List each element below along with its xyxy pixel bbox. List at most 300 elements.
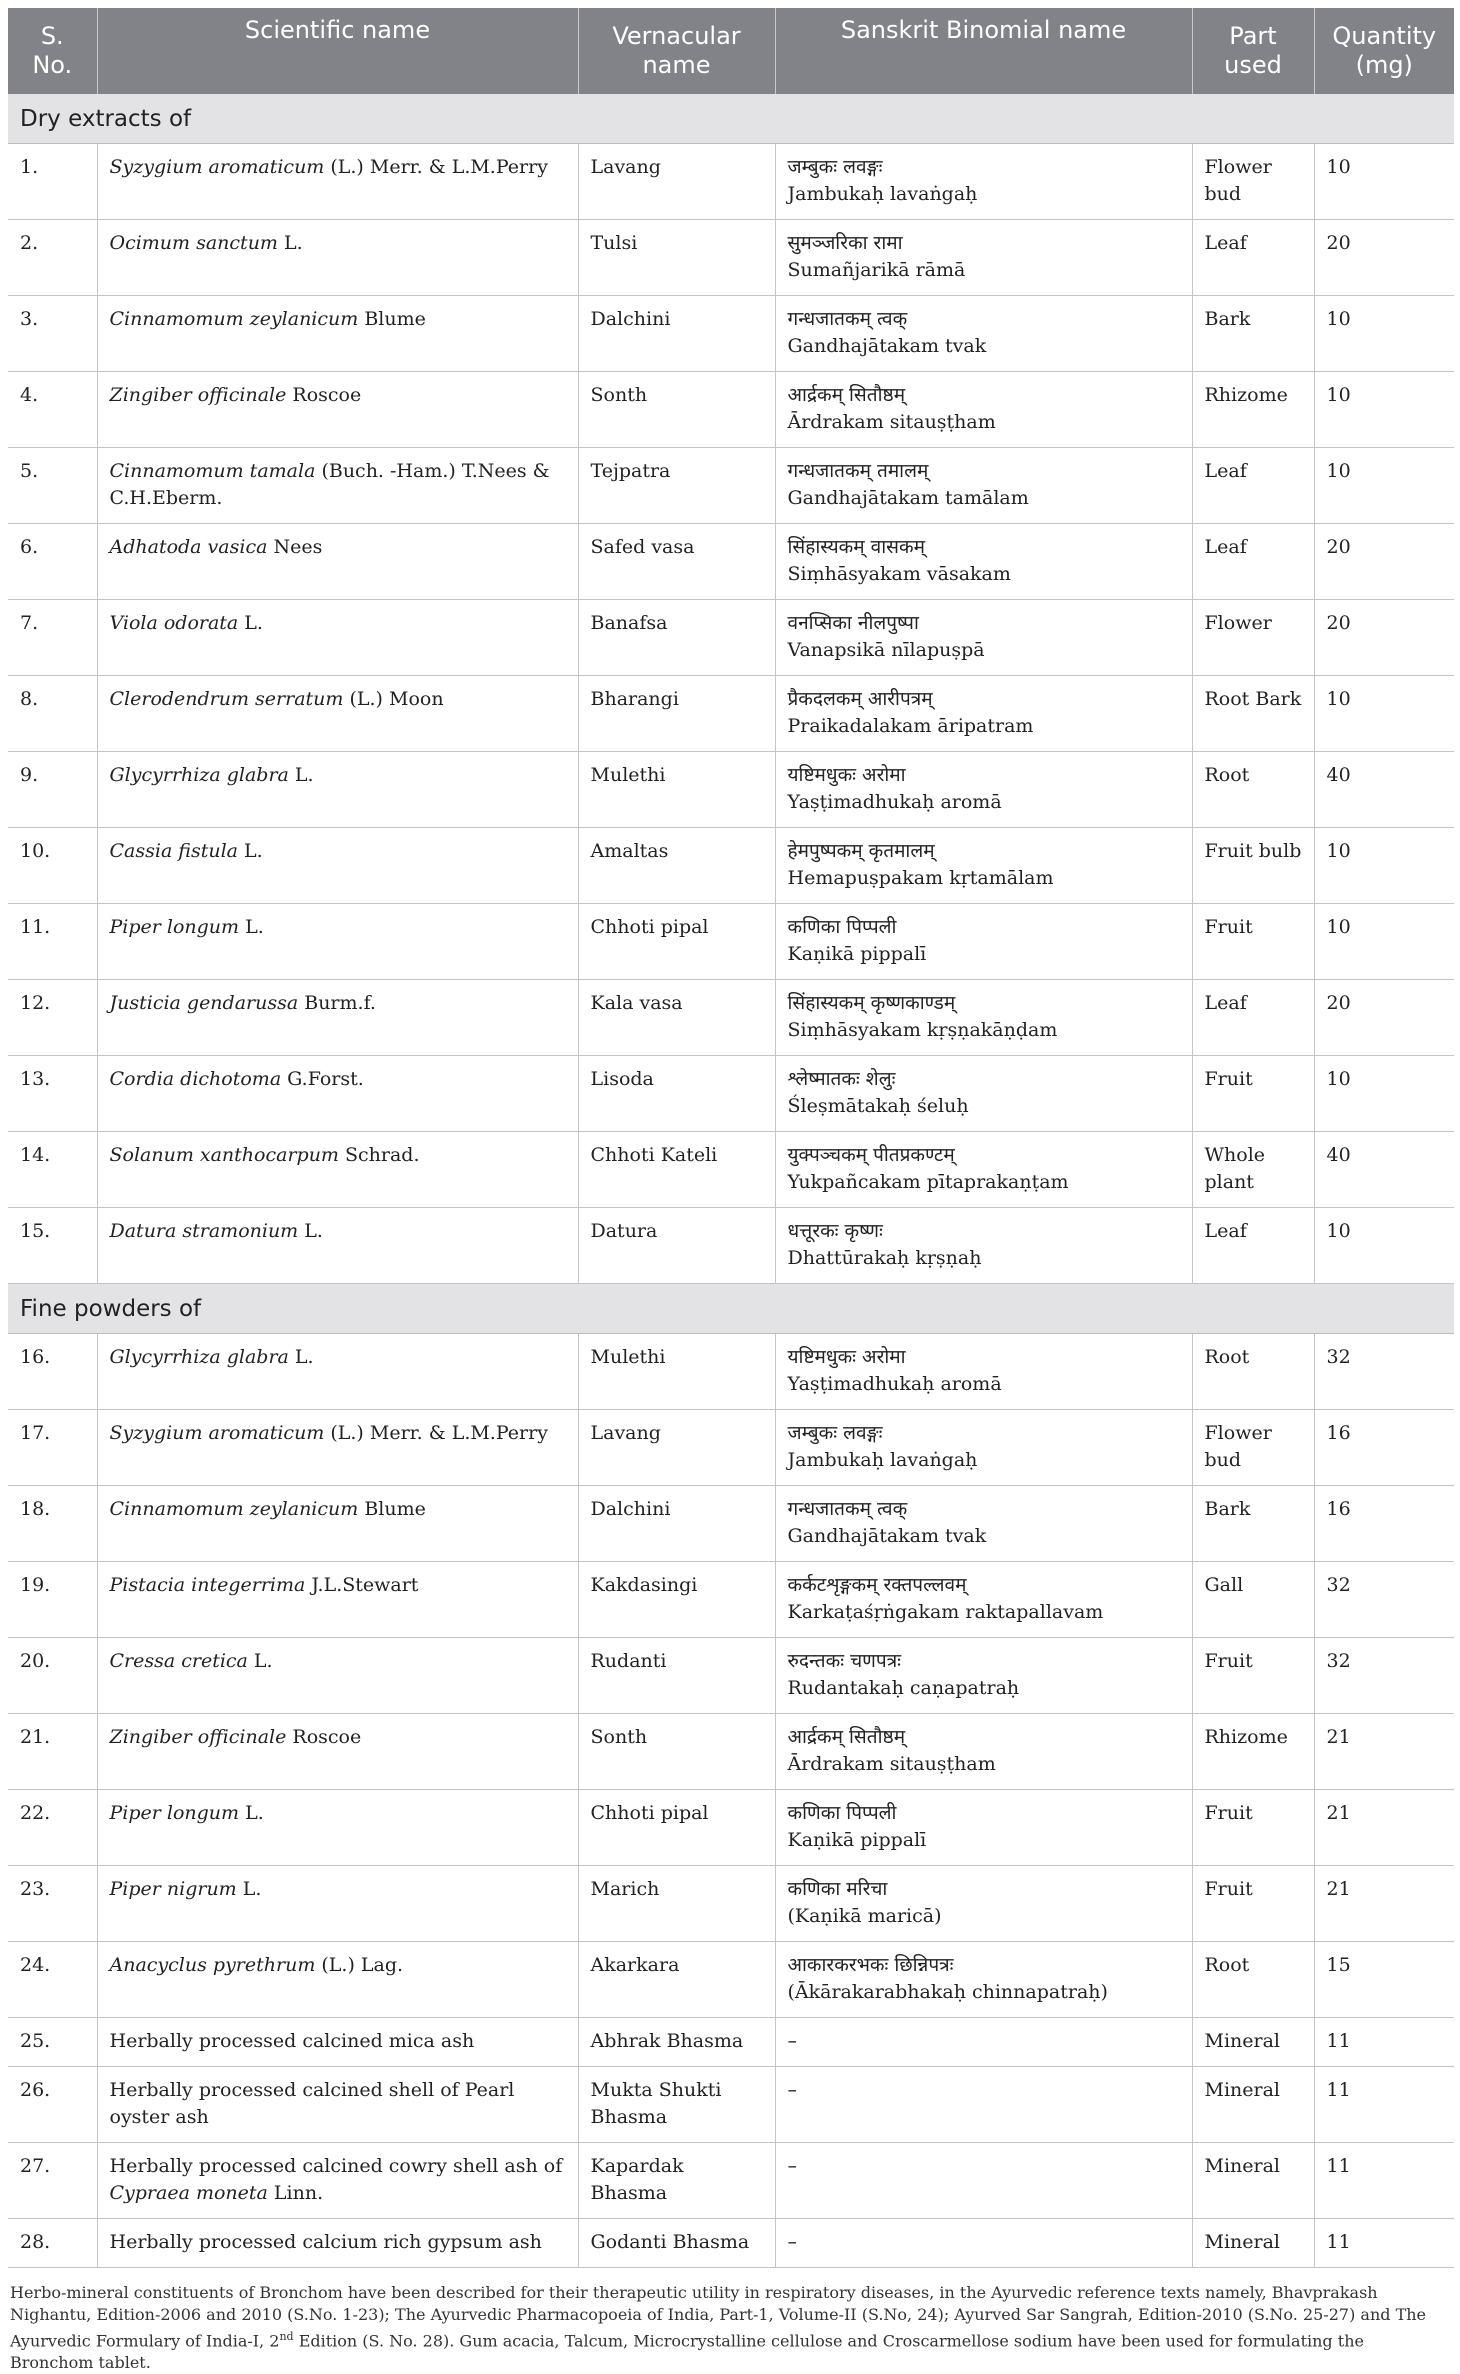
serial-number: 12.: [20, 992, 51, 1014]
table-row: [8, 2143, 1454, 2219]
sanskrit-devanagari: युक्पञ्चकम् पीतप्रकण्टम्: [787, 1144, 955, 1166]
sanskrit-transliteration: Kaṇikā pippalī: [787, 1829, 927, 1851]
part-used: Root: [1204, 1954, 1250, 1976]
cell-sno: [8, 828, 97, 904]
cell-part-used: [1192, 904, 1314, 980]
vernacular-name: Tejpatra: [590, 460, 671, 482]
vernacular-name: Dalchini: [590, 1498, 671, 1520]
cell-sno: [8, 600, 97, 676]
cell-quantity: [1314, 1562, 1454, 1638]
authority-or-description: L.: [238, 840, 263, 862]
cell-sanskrit-name: [775, 1638, 1192, 1714]
cell-quantity: [1314, 1866, 1454, 1942]
sanskrit-devanagari: यष्टिमधुकः अरोमा: [787, 1346, 906, 1368]
cell-scientific-name: [97, 296, 578, 372]
cell-quantity: [1314, 828, 1454, 904]
cell-quantity: [1314, 1208, 1454, 1284]
vernacular-name: Abhrak Bhasma: [590, 2030, 744, 2052]
cell-vernacular-name: [578, 2143, 775, 2219]
cell-part-used: [1192, 600, 1314, 676]
species-name: Cordia dichotoma: [109, 1068, 282, 1090]
part-used: Whole plant: [1204, 1144, 1266, 1193]
sanskrit-devanagari: गन्धजातकम् त्वक्: [787, 1498, 908, 1520]
vernacular-name: Chhoti pipal: [590, 1802, 709, 1824]
part-used: Bark: [1204, 308, 1251, 330]
sanskrit-devanagari: –: [787, 2231, 797, 2253]
authority-or-description: Herbally processed calcined cowry shell ash of: [109, 2155, 563, 2177]
serial-number: 1.: [20, 156, 39, 178]
vernacular-name: Kala vasa: [590, 992, 683, 1014]
sanskrit-transliteration: Jambukaḥ lavaṅgaḥ: [787, 1449, 978, 1471]
quantity-mg: 10: [1326, 916, 1351, 938]
vernacular-name: Kakdasingi: [590, 1574, 698, 1596]
serial-number: 19.: [20, 1574, 51, 1596]
vernacular-name: Datura: [590, 1220, 658, 1242]
serial-number: 4.: [20, 384, 39, 406]
species-name: Solanum xanthocarpum: [109, 1144, 339, 1166]
part-used: Leaf: [1204, 460, 1247, 482]
cell-sanskrit-name: [775, 904, 1192, 980]
authority-or-description: Blume: [358, 1498, 426, 1520]
cell-sanskrit-name: [775, 2143, 1192, 2219]
table-row: [8, 1486, 1454, 1562]
quantity-mg: 11: [1326, 2030, 1351, 2052]
serial-number: 9.: [20, 764, 39, 786]
cell-sanskrit-name: [775, 144, 1192, 220]
authority-or-description: J.L.Stewart: [305, 1574, 419, 1596]
cell-scientific-name: [97, 1132, 578, 1208]
cell-vernacular-name: [578, 1056, 775, 1132]
part-used: Rhizome: [1204, 384, 1288, 406]
cell-sno: [8, 980, 97, 1056]
vernacular-name: Lavang: [590, 1422, 661, 1444]
cell-quantity: [1314, 144, 1454, 220]
cell-vernacular-name: [578, 1486, 775, 1562]
serial-number: 16.: [20, 1346, 51, 1368]
sanskrit-devanagari: कणिका पिप्पली: [787, 916, 897, 938]
cell-scientific-name: [97, 2143, 578, 2219]
table-row: [8, 1866, 1454, 1942]
part-used: Flower: [1204, 612, 1272, 634]
cell-sno: [8, 1562, 97, 1638]
part-used: Bark: [1204, 1498, 1251, 1520]
serial-number: 27.: [20, 2155, 51, 2177]
quantity-mg: 11: [1326, 2079, 1351, 2101]
species-name: Piper longum: [109, 1802, 240, 1824]
species-name: Clerodendrum serratum: [109, 688, 344, 710]
table-row: [8, 372, 1454, 448]
cell-quantity: [1314, 296, 1454, 372]
cell-vernacular-name: [578, 144, 775, 220]
cell-vernacular-name: [578, 1334, 775, 1410]
table-row: [8, 828, 1454, 904]
cell-sanskrit-name: [775, 1056, 1192, 1132]
part-used: Mineral: [1204, 2079, 1280, 2101]
serial-number: 24.: [20, 1954, 51, 1976]
sanskrit-transliteration: Gandhajātakam tvak: [787, 335, 987, 357]
table-body: [8, 94, 1454, 2268]
serial-number: 7.: [20, 612, 39, 634]
cell-part-used: [1192, 2143, 1314, 2219]
authority-or-description: (L.) Moon: [343, 688, 444, 710]
quantity-mg: 16: [1326, 1422, 1351, 1444]
cell-quantity: [1314, 1334, 1454, 1410]
sanskrit-devanagari: जम्बुकः लवङ्गः: [787, 1422, 883, 1444]
cell-quantity: [1314, 524, 1454, 600]
table-row: [8, 1132, 1454, 1208]
cell-sanskrit-name: [775, 2219, 1192, 2268]
vernacular-name: Sonth: [590, 1726, 648, 1748]
cell-vernacular-name: [578, 828, 775, 904]
cell-sno: [8, 448, 97, 524]
cell-vernacular-name: [578, 1132, 775, 1208]
cell-sanskrit-name: [775, 1132, 1192, 1208]
quantity-mg: 40: [1326, 1144, 1351, 1166]
header-part-used: Part used: [1192, 8, 1314, 94]
species-name: Piper longum: [109, 916, 240, 938]
sanskrit-transliteration: Hemapuṣpakam kṛtamālam: [787, 867, 1054, 889]
sanskrit-transliteration: Yaṣṭimadhukaḥ aromā: [787, 1373, 1002, 1395]
vernacular-name: Lisoda: [590, 1068, 654, 1090]
quantity-mg: 20: [1326, 232, 1351, 254]
part-used: Gall: [1204, 1574, 1244, 1596]
cell-part-used: [1192, 676, 1314, 752]
cell-part-used: [1192, 1132, 1314, 1208]
table-row: [8, 2067, 1454, 2143]
quantity-mg: 15: [1326, 1954, 1351, 1976]
cell-quantity: [1314, 448, 1454, 524]
quantity-mg: 32: [1326, 1574, 1351, 1596]
cell-vernacular-name: [578, 372, 775, 448]
vernacular-name: Mulethi: [590, 764, 666, 786]
sanskrit-devanagari: प्रैकदलकम् आरीपत्रम्: [787, 688, 933, 710]
quantity-mg: 20: [1326, 992, 1351, 1014]
authority-or-description: L.: [277, 232, 303, 254]
vernacular-name: Rudanti: [590, 1650, 667, 1672]
sanskrit-devanagari: आर्द्रकम् सितौष्ठम्: [787, 384, 906, 406]
part-used: Fruit: [1204, 1802, 1253, 1824]
authority: Linn.: [267, 2182, 324, 2204]
serial-number: 3.: [20, 308, 39, 330]
cell-scientific-name: [97, 2219, 578, 2268]
sanskrit-transliteration: Dhattūrakaḥ kṛṣṇaḥ: [787, 1247, 982, 1269]
cell-quantity: [1314, 1790, 1454, 1866]
sanskrit-transliteration: Śleṣmātakaḥ śeluḥ: [787, 1095, 969, 1117]
sanskrit-devanagari: –: [787, 2030, 797, 2052]
sanskrit-transliteration: Jambukaḥ lavaṅgaḥ: [787, 183, 978, 205]
part-used: Rhizome: [1204, 1726, 1288, 1748]
serial-number: 14.: [20, 1144, 51, 1166]
cell-vernacular-name: [578, 1562, 775, 1638]
authority-or-description: L.: [236, 1878, 262, 1900]
cell-quantity: [1314, 2219, 1454, 2268]
cell-vernacular-name: [578, 752, 775, 828]
cell-scientific-name: [97, 980, 578, 1056]
vernacular-name: Marich: [590, 1878, 660, 1900]
quantity-mg: 21: [1326, 1802, 1351, 1824]
sanskrit-transliteration: Yukpañcakam pītaprakaṇṭam: [787, 1171, 1069, 1193]
cell-quantity: [1314, 2143, 1454, 2219]
cell-sno: [8, 1208, 97, 1284]
cell-quantity: [1314, 676, 1454, 752]
species-name: Adhatoda vasica: [109, 536, 268, 558]
part-used: Leaf: [1204, 536, 1247, 558]
part-used: Fruit: [1204, 1878, 1253, 1900]
cell-sno: [8, 1942, 97, 2018]
quantity-mg: 32: [1326, 1346, 1351, 1368]
header-vernacular-name: Vernacular name: [578, 8, 775, 94]
sanskrit-transliteration: Gandhajātakam tamālam: [787, 487, 1029, 509]
table-row: [8, 1790, 1454, 1866]
authority-or-description: Herbally processed calcined mica ash: [109, 2030, 475, 2052]
cell-scientific-name: [97, 448, 578, 524]
table-row: [8, 1056, 1454, 1132]
cell-vernacular-name: [578, 1790, 775, 1866]
sanskrit-transliteration: Gandhajātakam tvak: [787, 1525, 987, 1547]
serial-number: 13.: [20, 1068, 51, 1090]
cell-sanskrit-name: [775, 372, 1192, 448]
part-used: Root Bark: [1204, 688, 1302, 710]
cell-scientific-name: [97, 600, 578, 676]
serial-number: 20.: [20, 1650, 51, 1672]
cell-part-used: [1192, 296, 1314, 372]
cell-quantity: [1314, 372, 1454, 448]
authority-or-description: L.: [288, 1346, 314, 1368]
cell-sanskrit-name: [775, 1942, 1192, 2018]
part-used: Leaf: [1204, 232, 1247, 254]
sanskrit-transliteration: (Ākārakarabhakaḥ chinnapatraḥ): [787, 1981, 1108, 2003]
cell-quantity: [1314, 2018, 1454, 2067]
cell-part-used: [1192, 1486, 1314, 1562]
cell-part-used: [1192, 524, 1314, 600]
cell-part-used: [1192, 144, 1314, 220]
cell-sanskrit-name: [775, 676, 1192, 752]
authority-or-description: (Buch. -Ham.) T.Nees & C.H.Eberm.: [109, 460, 550, 509]
cell-scientific-name: [97, 1486, 578, 1562]
cell-scientific-name: [97, 1714, 578, 1790]
sanskrit-devanagari: हेमपुष्पकम् कृतमालम्: [787, 840, 935, 862]
sanskrit-devanagari: सुमञ्जरिका रामा: [787, 232, 903, 254]
cell-quantity: [1314, 2067, 1454, 2143]
species-name: Datura stramonium: [109, 1220, 299, 1242]
vernacular-name: Bharangi: [590, 688, 679, 710]
cell-sanskrit-name: [775, 752, 1192, 828]
sanskrit-transliteration: Karkaṭaśṛṅgakam raktapallavam: [787, 1601, 1104, 1623]
cell-vernacular-name: [578, 1714, 775, 1790]
vernacular-name: Banafsa: [590, 612, 668, 634]
serial-number: 15.: [20, 1220, 51, 1242]
species-name: Anacyclus pyrethrum: [109, 1954, 316, 1976]
authority-or-description: Burm.f.: [298, 992, 376, 1014]
cell-scientific-name: [97, 828, 578, 904]
cell-part-used: [1192, 1056, 1314, 1132]
sanskrit-transliteration: Siṃhāsyakam kṛṣṇakāṇḍam: [787, 1019, 1058, 1041]
cell-part-used: [1192, 448, 1314, 524]
cell-part-used: [1192, 2219, 1314, 2268]
cell-scientific-name: [97, 1942, 578, 2018]
species-name: Cressa cretica: [109, 1650, 248, 1672]
cell-sno: [8, 1410, 97, 1486]
cell-sanskrit-name: [775, 600, 1192, 676]
cell-sno: [8, 1714, 97, 1790]
cell-part-used: [1192, 2018, 1314, 2067]
sanskrit-transliteration: Kaṇikā pippalī: [787, 943, 927, 965]
vernacular-name: Sonth: [590, 384, 648, 406]
sanskrit-devanagari: सिंहास्यकम् वासकम्: [787, 536, 925, 558]
table-container: [8, 8, 1454, 2374]
cell-sno: [8, 372, 97, 448]
authority-or-description: Schrad.: [338, 1144, 420, 1166]
species-name: Cinnamomum zeylanicum: [109, 308, 359, 330]
cell-sanskrit-name: [775, 828, 1192, 904]
table-row: [8, 2219, 1454, 2268]
cell-sno: [8, 904, 97, 980]
cell-sanskrit-name: [775, 1410, 1192, 1486]
cell-vernacular-name: [578, 2067, 775, 2143]
cell-scientific-name: [97, 1638, 578, 1714]
cell-sno: [8, 752, 97, 828]
cell-vernacular-name: [578, 904, 775, 980]
cell-part-used: [1192, 752, 1314, 828]
sanskrit-transliteration: Siṃhāsyakam vāsakam: [787, 563, 1011, 585]
part-used: Mineral: [1204, 2155, 1280, 2177]
cell-part-used: [1192, 828, 1314, 904]
serial-number: 11.: [20, 916, 51, 938]
cell-vernacular-name: [578, 2018, 775, 2067]
species-name: Cassia fistula: [109, 840, 239, 862]
species-name: Pistacia integerrima: [109, 1574, 306, 1596]
cell-vernacular-name: [578, 1638, 775, 1714]
vernacular-name: Kapardak Bhasma: [590, 2155, 684, 2204]
sanskrit-transliteration: Ārdrakam sitauṣṭham: [787, 1753, 996, 1775]
cell-sanskrit-name: [775, 1334, 1192, 1410]
sanskrit-devanagari: श्लेष्मातकः शेलुः: [787, 1068, 896, 1090]
section-header: [8, 94, 1454, 144]
cell-part-used: [1192, 220, 1314, 296]
cell-sanskrit-name: [775, 524, 1192, 600]
authority-or-description: Roscoe: [286, 384, 362, 406]
vernacular-name: Mulethi: [590, 1346, 666, 1368]
vernacular-name: Amaltas: [590, 840, 669, 862]
part-used: Leaf: [1204, 1220, 1247, 1242]
cell-sno: [8, 2219, 97, 2268]
cell-sanskrit-name: [775, 1208, 1192, 1284]
cell-scientific-name: [97, 2018, 578, 2067]
table-footnote: Herbo-mineral constituents of Bronchom have been described for their therapeutic utility in respiratory diseases, in the Ayurvedic reference texts namely, Bhavprakash Nighantu, Edition-2006 and 2010 (S.No. 1-23); The Ayurvedic Pharmacopoeia of India, Part-1, Volume-II (S.No, 24); Ayurved Sar Sangrah, Edition-2010 (S.No. 25-27) and The Ayurvedic Formulary of India-I, 2nd Edition (S. No. 28). Gum acacia, Talcum, Microcrystalline cellulose and Croscarmellose sodium have been used for formulating the Bronchom tablet.: [10, 2283, 1427, 2373]
cell-sanskrit-name: [775, 1790, 1192, 1866]
cell-sanskrit-name: [775, 1714, 1192, 1790]
authority-or-description: G.Forst.: [281, 1068, 364, 1090]
cell-sno: [8, 1638, 97, 1714]
quantity-mg: 21: [1326, 1726, 1351, 1748]
cell-part-used: [1192, 2067, 1314, 2143]
cell-part-used: [1192, 1942, 1314, 2018]
header-scientific-name: Scientific name: [97, 8, 578, 94]
table-row: [8, 448, 1454, 524]
sanskrit-transliteration: Rudantakaḥ caṇapatraḥ: [787, 1677, 1020, 1699]
serial-number: 2.: [20, 232, 39, 254]
serial-number: 28.: [20, 2231, 51, 2253]
vernacular-name: Mukta Shukti Bhasma: [590, 2079, 722, 2128]
sanskrit-devanagari: रुदन्तकः चणपत्रः: [787, 1650, 902, 1672]
authority-or-description: (L.) Merr. & L.M.Perry: [324, 1422, 548, 1444]
quantity-mg: 20: [1326, 612, 1351, 634]
sanskrit-transliteration: (Kaṇikā maricā): [787, 1905, 942, 1927]
part-used: Mineral: [1204, 2231, 1280, 2253]
sanskrit-devanagari: आकारकरभकः छिन्निपत्रः: [787, 1954, 954, 1976]
cell-quantity: [1314, 220, 1454, 296]
part-used: Fruit: [1204, 916, 1253, 938]
quantity-mg: 10: [1326, 384, 1351, 406]
table-row: [8, 752, 1454, 828]
table-row: [8, 1942, 1454, 2018]
species-name: Zingiber officinale: [109, 384, 287, 406]
cell-sanskrit-name: [775, 220, 1192, 296]
part-used: Mineral: [1204, 2030, 1280, 2052]
sanskrit-devanagari: धत्तूरकः कृष्णः: [787, 1220, 883, 1242]
section-header: [8, 1284, 1454, 1334]
cell-quantity: [1314, 1132, 1454, 1208]
sanskrit-devanagari: जम्बुकः लवङ्गः: [787, 156, 883, 178]
cell-part-used: [1192, 1790, 1314, 1866]
cell-sanskrit-name: [775, 2018, 1192, 2067]
sanskrit-devanagari: कणिका पिप्पली: [787, 1802, 897, 1824]
sanskrit-devanagari: यष्टिमधुकः अरोमा: [787, 764, 906, 786]
cell-sanskrit-name: [775, 2067, 1192, 2143]
cell-quantity: [1314, 600, 1454, 676]
quantity-mg: 10: [1326, 460, 1351, 482]
cell-vernacular-name: [578, 448, 775, 524]
authority-or-description: L.: [288, 764, 314, 786]
table-row: [8, 980, 1454, 1056]
species-name: Zingiber officinale: [109, 1726, 287, 1748]
table-row: [8, 144, 1454, 220]
cell-sno: [8, 676, 97, 752]
authority-or-description: Nees: [267, 536, 323, 558]
header-sanskrit-name: Sanskrit Binomial name: [775, 8, 1192, 94]
authority-or-description: L.: [239, 916, 264, 938]
cell-part-used: [1192, 980, 1314, 1056]
cell-part-used: [1192, 1638, 1314, 1714]
cell-scientific-name: [97, 1334, 578, 1410]
table-row: [8, 904, 1454, 980]
quantity-mg: 21: [1326, 1878, 1351, 1900]
part-used: Flower bud: [1204, 156, 1272, 205]
sanskrit-devanagari: कर्कटशृङ्गकम् रक्तपल्लवम्: [787, 1574, 967, 1596]
table-row: [8, 600, 1454, 676]
cell-scientific-name: [97, 676, 578, 752]
serial-number: 17.: [20, 1422, 51, 1444]
cell-vernacular-name: [578, 1208, 775, 1284]
cell-sanskrit-name: [775, 1562, 1192, 1638]
vernacular-name: Chhoti pipal: [590, 916, 709, 938]
cell-quantity: [1314, 752, 1454, 828]
authority-or-description: Herbally processed calcined shell of Pearl oyster ash: [109, 2079, 515, 2128]
section-title: Fine powders of: [8, 1284, 1454, 1334]
table-row: [8, 2018, 1454, 2067]
authority-or-description: L.: [298, 1220, 323, 1242]
serial-number: 23.: [20, 1878, 51, 1900]
authority-or-description: L.: [247, 1650, 273, 1672]
sanskrit-transliteration: Praikadalakam āripatram: [787, 715, 1034, 737]
vernacular-name: Godanti Bhasma: [590, 2231, 750, 2253]
vernacular-name: Akarkara: [590, 1954, 680, 1976]
table-row: [8, 1562, 1454, 1638]
quantity-mg: 10: [1326, 308, 1351, 330]
cell-scientific-name: [97, 144, 578, 220]
table-row: [8, 1334, 1454, 1410]
cell-sno: [8, 296, 97, 372]
